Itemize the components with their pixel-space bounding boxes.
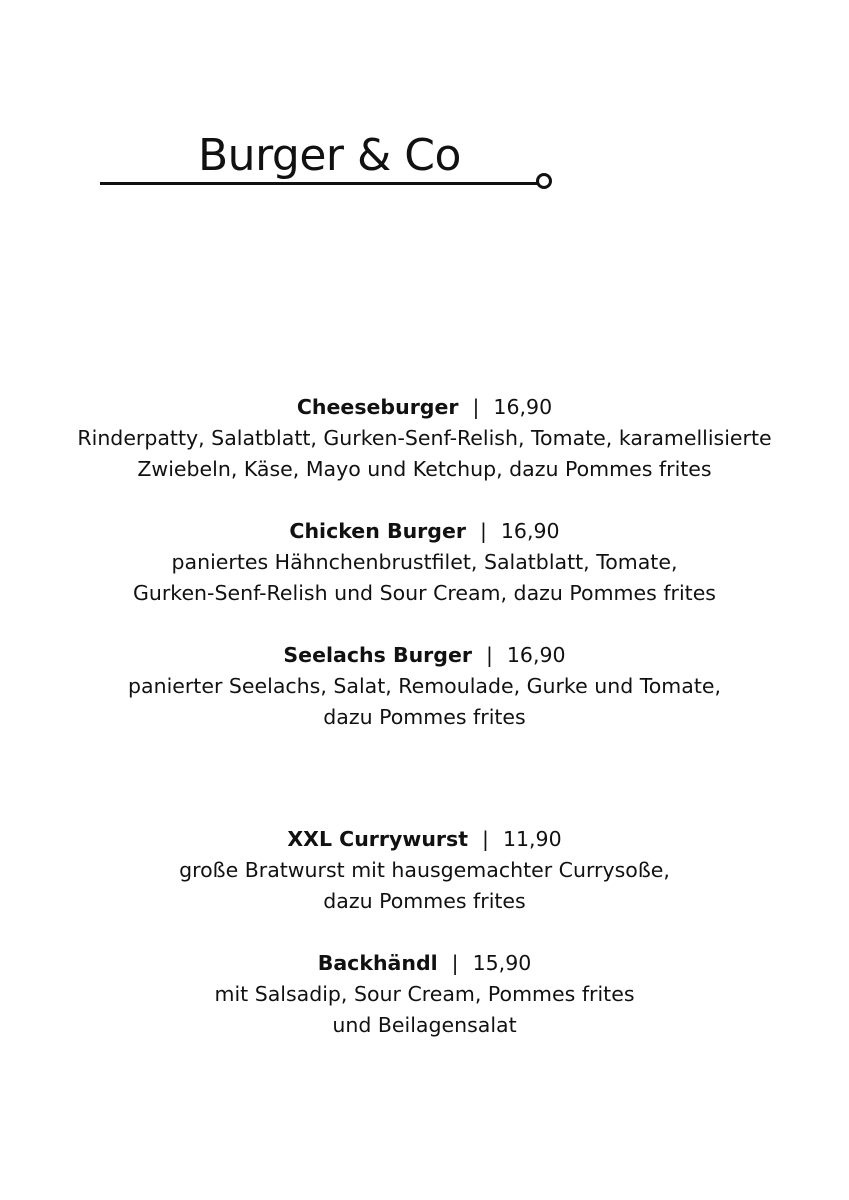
menu-item-separator: |: [479, 519, 487, 543]
menu-item-name: Chicken Burger: [289, 519, 466, 543]
menu-item-description: [0, 423, 849, 485]
description-line: dazu Pommes frites: [323, 889, 526, 913]
menu-item-price: 16,90: [506, 643, 566, 667]
description-line: und Beilagensalat: [332, 1013, 517, 1037]
menu-item-name: Seelachs Burger: [283, 643, 472, 667]
menu-item-separator: |: [472, 395, 480, 419]
menu-item-separator: |: [485, 643, 493, 667]
menu-item-description: [0, 547, 849, 609]
menu-item-description: [0, 671, 849, 733]
menu-item-price: 15,90: [472, 951, 532, 975]
description-line: paniertes Hähnchenbrustfilet, Salatblatt, Tomate,: [171, 550, 678, 574]
menu-item-name: XXL Currywurst: [287, 827, 469, 851]
menu-item-price: 16,90: [500, 519, 560, 543]
description-line: panierter Seelachs, Salat, Remoulade, Gurke und Tomate,: [128, 674, 721, 698]
description-line: dazu Pommes frites: [323, 705, 526, 729]
menu-item: [0, 516, 849, 609]
menu-item: [0, 640, 849, 733]
description-line: große Bratwurst mit hausgemachter Currysoße,: [179, 858, 670, 882]
description-line: Zwiebeln, Käse, Mayo und Ketchup, dazu Pommes frites: [137, 457, 712, 481]
menu-item: [0, 392, 849, 485]
menu-item-heading: [0, 640, 849, 671]
menu-item-price: 11,90: [502, 827, 562, 851]
page-title: Burger & Co: [198, 130, 461, 181]
menu-section-other: [0, 824, 849, 1072]
menu-item-heading: [0, 516, 849, 547]
menu-item-heading: [0, 392, 849, 423]
menu-item-name: Backhändl: [317, 951, 438, 975]
description-line: mit Salsadip, Sour Cream, Pommes frites: [214, 982, 635, 1006]
title-underline: [100, 182, 537, 185]
menu-item: [0, 824, 849, 917]
menu-item-heading: [0, 824, 849, 855]
description-line: Gurken-Senf-Relish und Sour Cream, dazu Pommes frites: [133, 581, 716, 605]
menu-item-price: 16,90: [493, 395, 553, 419]
menu-item-description: [0, 855, 849, 917]
description-line: Rinderpatty, Salatblatt, Gurken-Senf-Relish, Tomate, karamellisierte: [77, 426, 772, 450]
menu-item: [0, 948, 849, 1041]
menu-item-heading: [0, 948, 849, 979]
circle-end-icon: [536, 173, 552, 189]
menu-item-name: Cheeseburger: [296, 395, 459, 419]
menu-section-burgers: [0, 392, 849, 764]
menu-item-separator: |: [451, 951, 459, 975]
menu-item-separator: |: [482, 827, 489, 851]
menu-item-description: [0, 979, 849, 1041]
menu-header: [0, 0, 849, 220]
